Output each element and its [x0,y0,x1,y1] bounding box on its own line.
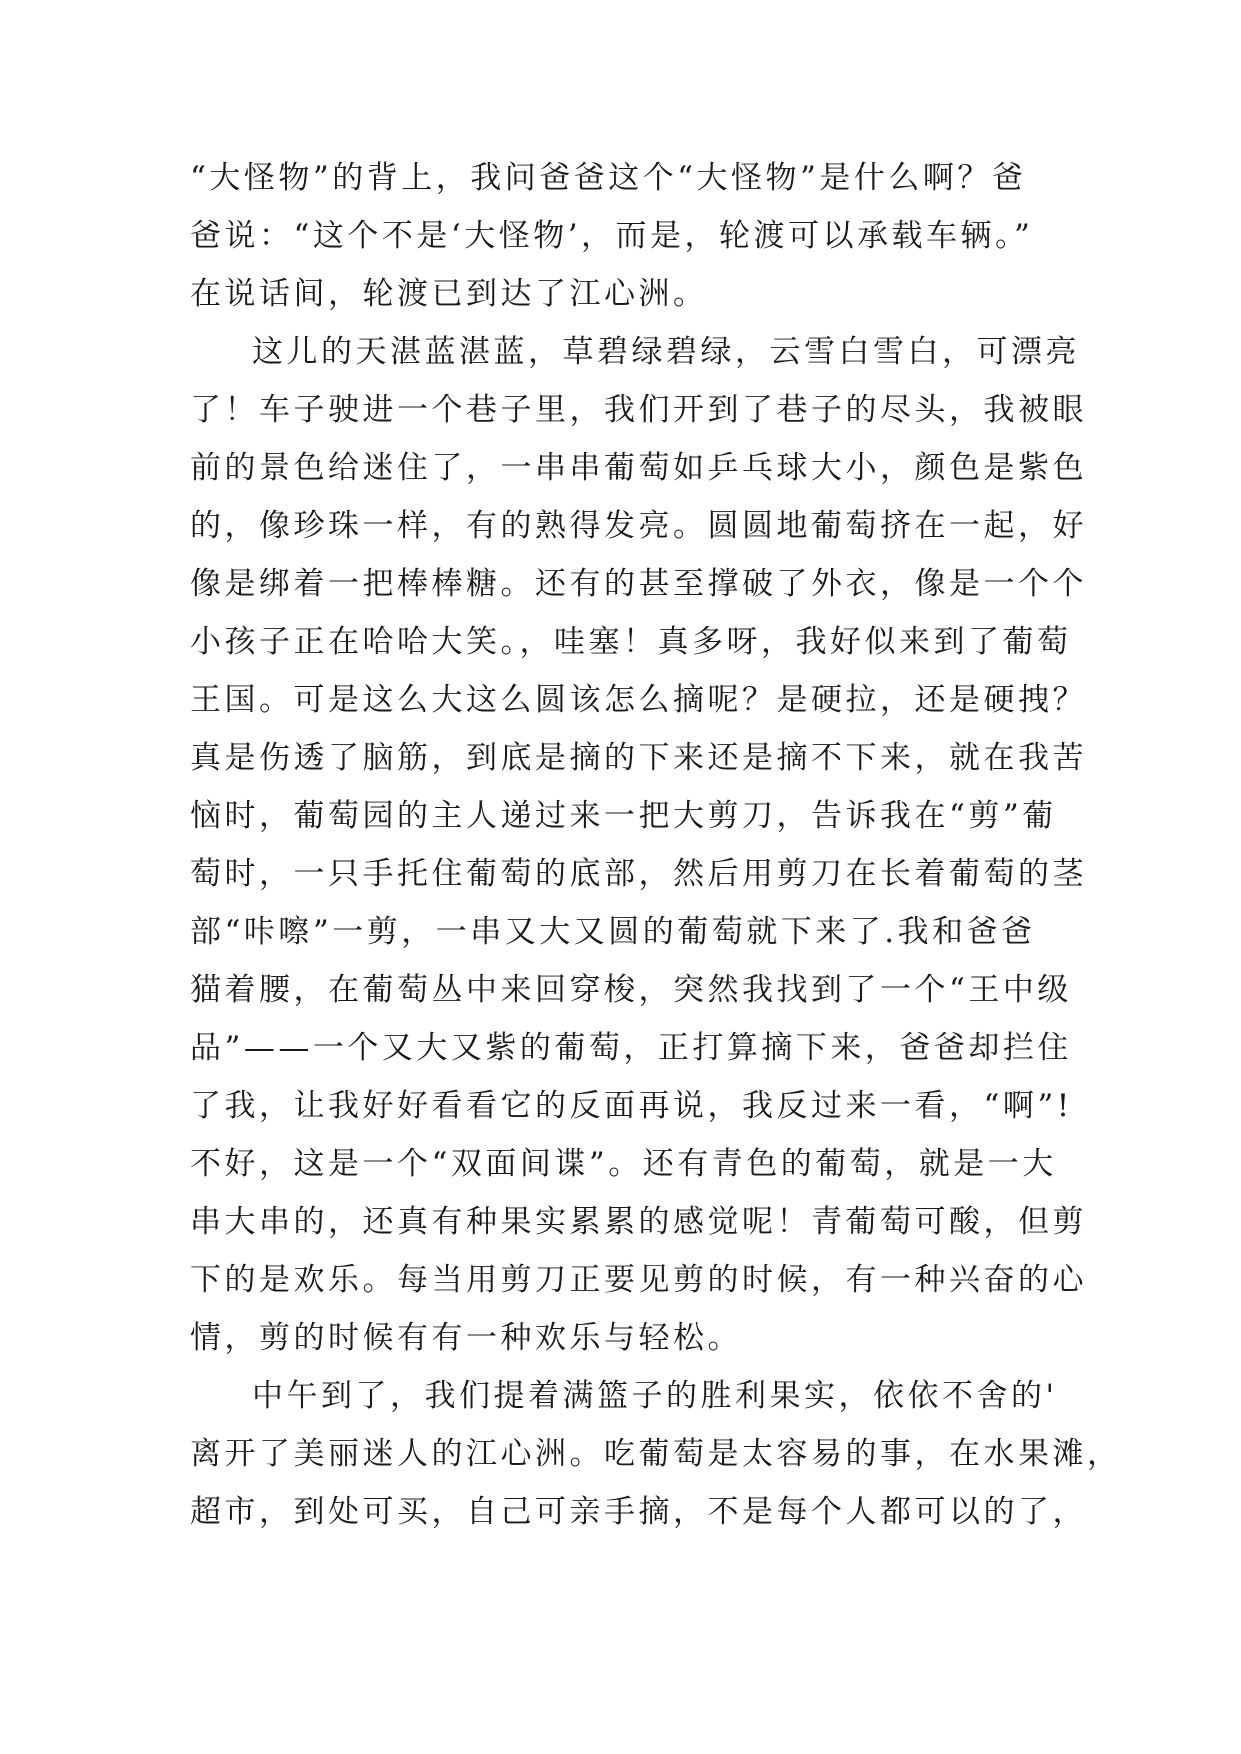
text-line: 萄时，一只手托住葡萄的底部，然后用剪刀在长着葡萄的茎 [190,856,1087,892]
paragraph-first-line: 这儿的天湛蓝湛蓝，草碧绿碧绿，云雪白雪白，可漂亮 [252,334,1080,370]
text-line: 超市，到处可买，自己可亲手摘，不是每个人都可以的了， [190,1494,1087,1530]
text-line: 像是绑着一把棒棒糖。还有的甚至撑破了外衣，像是一个个 [190,566,1087,602]
text-line: 爸说：“这个不是‘大怪物’，而是，轮渡可以承载车辆。” [190,218,1034,254]
text-line: “大怪物”的背上，我问爸爸这个“大怪物”是什么啊？爸 [190,160,1027,196]
text-line: 的，像珍珠一样，有的熟得发亮。圆圆地葡萄挤在一起，好 [190,508,1087,544]
text-line: 部“咔嚓”一剪，一串又大又圆的葡萄就下来了.我和爸爸 [190,914,1036,950]
paragraph-first-line: 中午到了，我们提着满篮子的胜利果实，依依不舍的' [252,1378,1058,1414]
text-line: 真是伤透了脑筋，到底是摘的下来还是摘不下来，就在我苦 [190,740,1087,776]
text-line: 情，剪的时候有有一种欢乐与轻松。 [190,1320,742,1356]
text-line: 王国。可是这么大这么圆该怎么摘呢？是硬拉，还是硬拽？ [190,682,1087,718]
text-line: 不好，这是一个“双面间谍”。还有青色的葡萄，就是一大 [190,1146,1057,1182]
text-line: 了我，让我好好看看它的反面再说，我反过来一看，“啊”! [190,1088,1073,1124]
text-line: 品”——一个又大又紫的葡萄，正打算摘下来，爸爸却拦住 [190,1030,1072,1066]
text-line: 在说话间，轮渡已到达了江心洲。 [190,276,708,312]
text-line: 了！车子驶进一个巷子里，我们开到了巷子的尽头，我被眼 [190,392,1087,428]
text-line: 下的是欢乐。每当用剪刀正要见剪的时候，有一种兴奋的心 [190,1262,1087,1298]
text-line: 恼时，葡萄园的主人递过来一把大剪刀，告诉我在“剪”葡 [190,798,1057,834]
text-line: 猫着腰，在葡萄丛中来回穿梭，突然我找到了一个“王中级 [190,972,1072,1008]
text-line: 离开了美丽迷人的江心洲。吃葡萄是太容易的事，在水果滩， [190,1436,1122,1472]
text-line: 前的景色给迷住了，一串串葡萄如乒乓球大小，颜色是紫色 [190,450,1087,486]
text-line: 串大串的，还真有种果实累累的感觉呢！青葡萄可酸，但剪 [190,1204,1087,1240]
text-line: 小孩子正在哈哈大笑。，哇塞！真多呀，我好似来到了葡萄 [190,624,1072,660]
